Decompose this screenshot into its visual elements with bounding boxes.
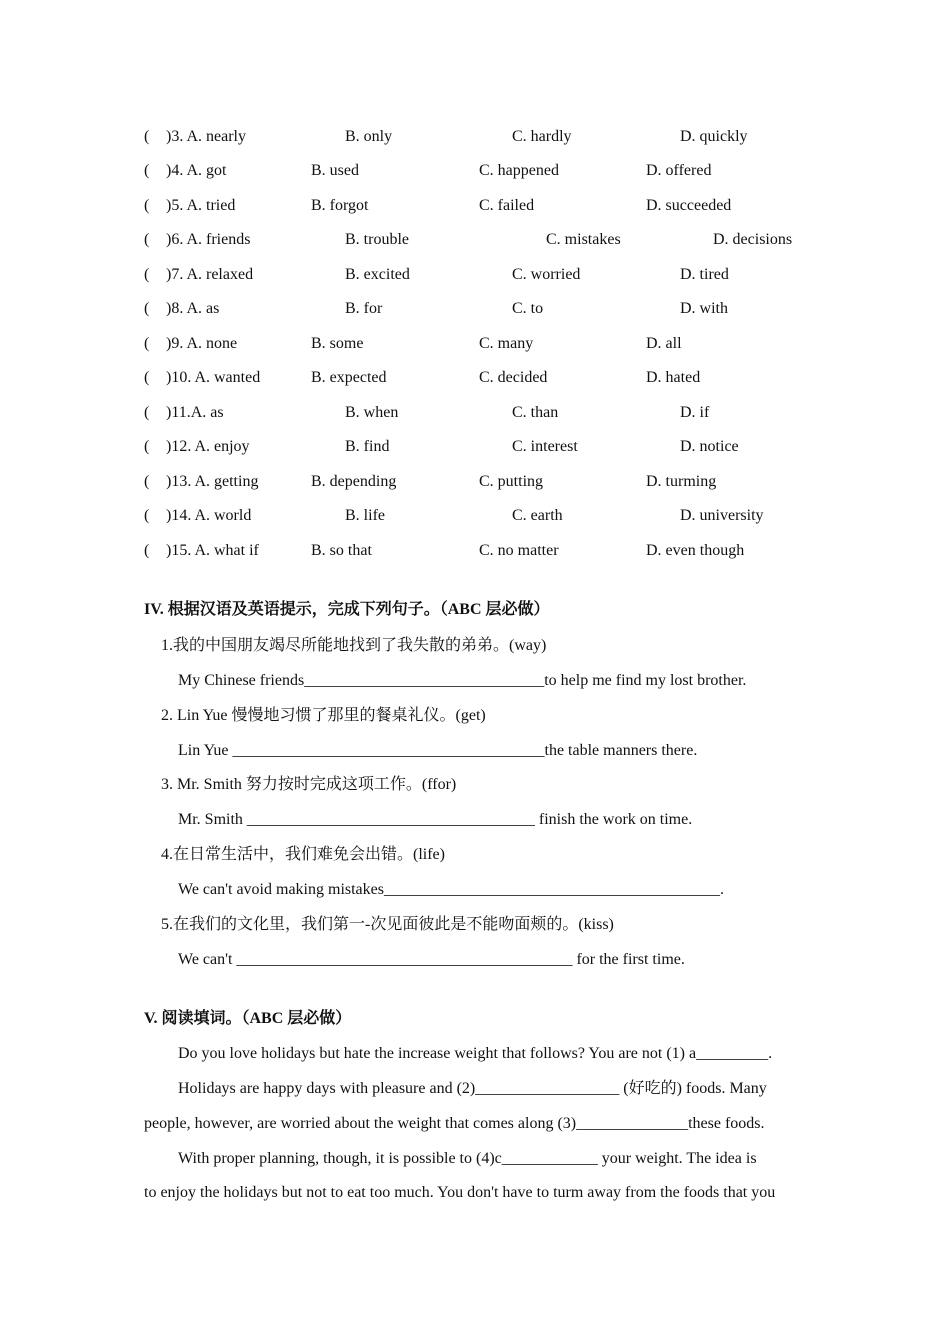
passage-line: With proper planning, though, it is possible to (4)c____________ your weight. The idea is — [178, 1150, 757, 1167]
answer-paren: ( — [144, 266, 150, 283]
answer-paren: ( — [144, 438, 150, 455]
option-c: C. earth — [512, 507, 563, 524]
option-c: C. mistakes — [546, 231, 621, 248]
answer-paren: ( — [144, 335, 150, 352]
option-d: D. turming — [646, 473, 717, 490]
option-a: )15. A. what if — [166, 542, 259, 559]
option-a: )5. A. tried — [166, 197, 236, 214]
passage-line: people, however, are worried about the weight that comes along (3)______________these foods. — [144, 1115, 765, 1132]
option-b: B. trouble — [345, 231, 409, 248]
option-a: )3. A. nearly — [166, 128, 246, 145]
option-b: B. life — [345, 507, 385, 524]
option-c: C. interest — [512, 438, 578, 455]
option-c: C. failed — [479, 197, 535, 214]
answer-paren: ( — [144, 404, 150, 421]
passage-line: to enjoy the holidays but not to eat too much. You don't have to turm away from the foods that you — [144, 1184, 776, 1201]
option-a: )4. A. got — [166, 162, 227, 179]
option-b: B. for — [345, 300, 383, 317]
answer-paren: ( — [144, 542, 150, 559]
option-b: B. when — [345, 404, 399, 421]
passage-line: Do you love holidays but hate the increase weight that follows? You are not (1) a_________. — [178, 1045, 773, 1062]
option-d: D. tired — [680, 266, 729, 283]
option-c: C. than — [512, 404, 559, 421]
option-b: B. depending — [311, 473, 397, 490]
answer-paren: ( — [144, 197, 150, 214]
translation-prompt: 1.我的中国朋友竭尽所能地找到了我失散的弟弟。(way) — [161, 637, 547, 654]
option-a: )12. A. enjoy — [166, 438, 250, 455]
option-d: D. notice — [680, 438, 739, 455]
answer-paren: ( — [144, 162, 150, 179]
translation-answer: Lin Yue _______________________________________the table manners there. — [178, 742, 698, 759]
option-d: D. hated — [646, 369, 701, 386]
option-b: B. used — [311, 162, 359, 179]
option-a: )14. A. world — [166, 507, 252, 524]
option-a: )8. A. as — [166, 300, 220, 317]
option-a: )10. A. wanted — [166, 369, 261, 386]
option-d: D. decisions — [713, 231, 793, 248]
option-a: )6. A. friends — [166, 231, 251, 248]
option-d: D. with — [680, 300, 728, 317]
translation-prompt: 5.在我们的文化里，我们第一-次见面彼此是不能吻面颊的。(kiss) — [161, 916, 614, 933]
option-b: B. expected — [311, 369, 387, 386]
section-5-heading: V. 阅读填词。（ABC 层必做） — [144, 1010, 352, 1027]
translation-answer: Mr. Smith ____________________________________ finish the work on time. — [178, 811, 693, 828]
option-c: C. happened — [479, 162, 559, 179]
answer-paren: ( — [144, 473, 150, 490]
option-b: B. find — [345, 438, 390, 455]
option-c: C. putting — [479, 473, 544, 490]
answer-paren: ( — [144, 300, 150, 317]
option-a: )7. A. relaxed — [166, 266, 254, 283]
option-d: D. succeeded — [646, 197, 732, 214]
option-c: C. many — [479, 335, 534, 352]
translation-answer: My Chinese friends______________________________to help me find my lost brother. — [178, 672, 747, 689]
option-b: B. some — [311, 335, 364, 352]
option-b: B. only — [345, 128, 393, 145]
answer-paren: ( — [144, 231, 150, 248]
translation-answer: We can't __________________________________________ for the first time. — [178, 951, 685, 968]
answer-paren: ( — [144, 369, 150, 386]
option-b: B. forgot — [311, 197, 369, 214]
option-c: C. no matter — [479, 542, 559, 559]
translation-prompt: 4.在日常生活中，我们难免会出错。(life) — [161, 846, 445, 863]
option-d: D. even though — [646, 542, 745, 559]
option-d: D. university — [680, 507, 764, 524]
option-a: )13. A. getting — [166, 473, 259, 490]
section-4-heading: IV. 根据汉语及英语提示，完成下列句子。（ABC 层必做） — [144, 601, 550, 618]
answer-paren: ( — [144, 507, 150, 524]
option-c: C. hardly — [512, 128, 572, 145]
passage-line: Holidays are happy days with pleasure and (2)__________________ (好吃的) foods. Many — [178, 1080, 767, 1097]
option-a: )11.A. as — [166, 404, 224, 421]
option-d: D. if — [680, 404, 710, 421]
option-c: C. to — [512, 300, 544, 317]
option-c: C. decided — [479, 369, 548, 386]
option-c: C. worried — [512, 266, 581, 283]
option-d: D. offered — [646, 162, 712, 179]
translation-prompt: 3. Mr. Smith 努力按时完成这项工作。(ffor) — [161, 776, 457, 793]
translation-answer: We can't avoid making mistakes__________________________________________. — [178, 881, 724, 898]
translation-prompt: 2. Lin Yue 慢慢地习惯了那里的餐桌礼仪。(get) — [161, 707, 486, 724]
option-b: B. so that — [311, 542, 372, 559]
option-d: D. quickly — [680, 128, 748, 145]
option-a: )9. A. none — [166, 335, 238, 352]
option-b: B. excited — [345, 266, 410, 283]
option-d: D. all — [646, 335, 682, 352]
answer-paren: ( — [144, 128, 150, 145]
